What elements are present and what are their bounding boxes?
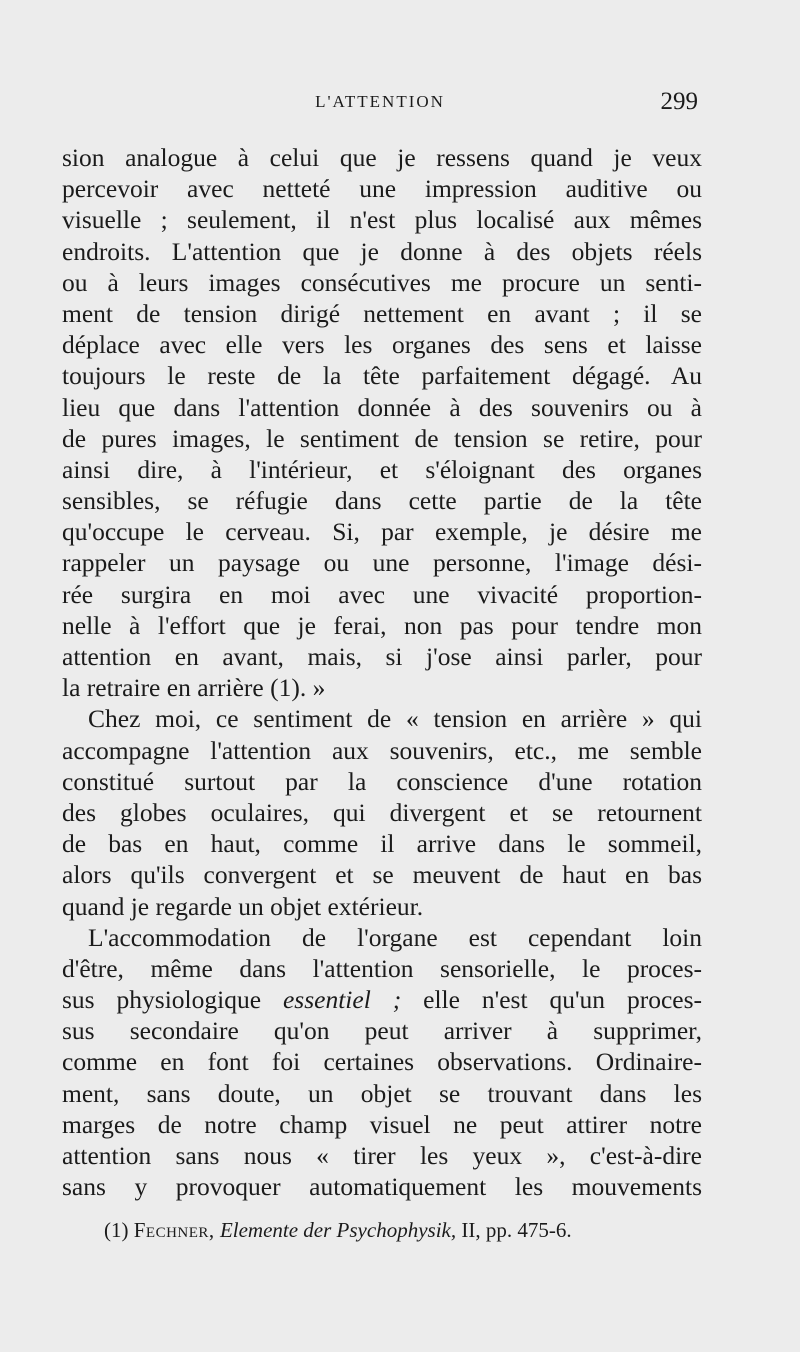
text-line: toujours le reste de la tête parfaitement dégagé. Au — [62, 361, 702, 391]
text-line: comme en font foi certaines observations. Ordinaire- — [62, 1047, 702, 1077]
text-fragment: sus physiologique — [62, 985, 262, 1015]
text-line: alors qu'ils convergent et se meuvent de haut en bas — [62, 860, 702, 890]
text-line: Chez moi, ce sentiment de « tension en arrière » qui — [88, 704, 702, 734]
text-line: attention sans nous « tirer les yeux », c'est-à-dire — [62, 1141, 702, 1170]
text-line: sion analogue à celui que je ressens quand je veux — [62, 143, 702, 172]
text-line: sensibles, se réfugie dans cette partie de la tête — [62, 486, 702, 516]
page-number: 299 — [660, 88, 698, 115]
text-line: la retraire en arrière (1). » — [62, 673, 326, 703]
text-line: ou à leurs images consécutives me procure un senti- — [62, 267, 702, 297]
text-line: rée surgira en moi avec une vivacité proportion- — [62, 579, 702, 609]
page-header — [62, 88, 698, 118]
emphasis-text: essentiel ; — [282, 985, 402, 1015]
text-line — [62, 984, 702, 1015]
text-line: d'être, même dans l'attention sensorielle, le proces- — [62, 953, 702, 983]
text-line: ment, sans doute, un objet se trouvant dans les — [62, 1078, 702, 1108]
text-line — [62, 1015, 702, 1046]
text-line: ment de tension dirigé nettement en avant ; il se — [62, 298, 702, 328]
text-fragment: elle n'est qu'un proces- — [423, 985, 703, 1015]
footnote-marker: (1) — [104, 1218, 129, 1242]
text-line: attention en avant, mais, si j'ose ainsi parler, pour — [62, 642, 702, 671]
text-line: percevoir avec netteté une impression auditive ou — [62, 174, 702, 204]
text-line: accompagne l'attention aux souvenirs, etc., me semble — [62, 735, 702, 765]
text-line: rappeler un paysage ou une personne, l'image dési- — [62, 548, 702, 578]
text-line: de pures images, le sentiment de tension se retire, pour — [62, 423, 702, 453]
text-line: visuelle ; seulement, il n'est plus localisé aux mêmes — [62, 205, 702, 235]
text-line: quand je regarde un objet extérieur. — [62, 891, 424, 921]
text-line: qu'occupe le cerveau. Si, par exemple, je désire me — [62, 517, 702, 547]
text-line: nelle à l'effort que je ferai, non pas pour tendre mon — [62, 610, 702, 640]
text-line: de bas en haut, comme il arrive dans le sommeil, — [62, 829, 702, 859]
body-text — [62, 142, 702, 1202]
text-line: marges de notre champ visuel ne peut attirer notre — [62, 1109, 702, 1139]
footnote-author: Fechner, — [133, 1218, 215, 1242]
text-line: ainsi dire, à l'intérieur, et s'éloignant des organes — [62, 454, 702, 484]
footnote — [104, 1218, 572, 1243]
text-line: lieu que dans l'attention donnée à des souvenirs ou à — [62, 392, 702, 422]
text-line: sans y provoquer automatiquement les mouvements — [62, 1172, 702, 1202]
text-line: constitué surtout par la conscience d'une rotation — [62, 766, 702, 796]
text-fragment: sus — [62, 1016, 95, 1046]
footnote-reference: II, pp. 475-6. — [461, 1218, 572, 1242]
text-fragment: secondaire qu'on peut arriver à supprimer, — [129, 1016, 702, 1046]
text-line: déplace avec elle vers les organes des sens et laisse — [62, 330, 702, 360]
text-line: L'accommodation de l'organe est cependant loin — [88, 922, 702, 952]
text-line: endroits. L'attention que je donne à des objets réels — [62, 236, 702, 266]
text-line: des globes oculaires, qui divergent et se retournent — [62, 797, 702, 827]
footnote-work-title: Elemente der Psychophysik, — [219, 1218, 457, 1242]
running-title: L'ATTENTION — [315, 92, 445, 111]
